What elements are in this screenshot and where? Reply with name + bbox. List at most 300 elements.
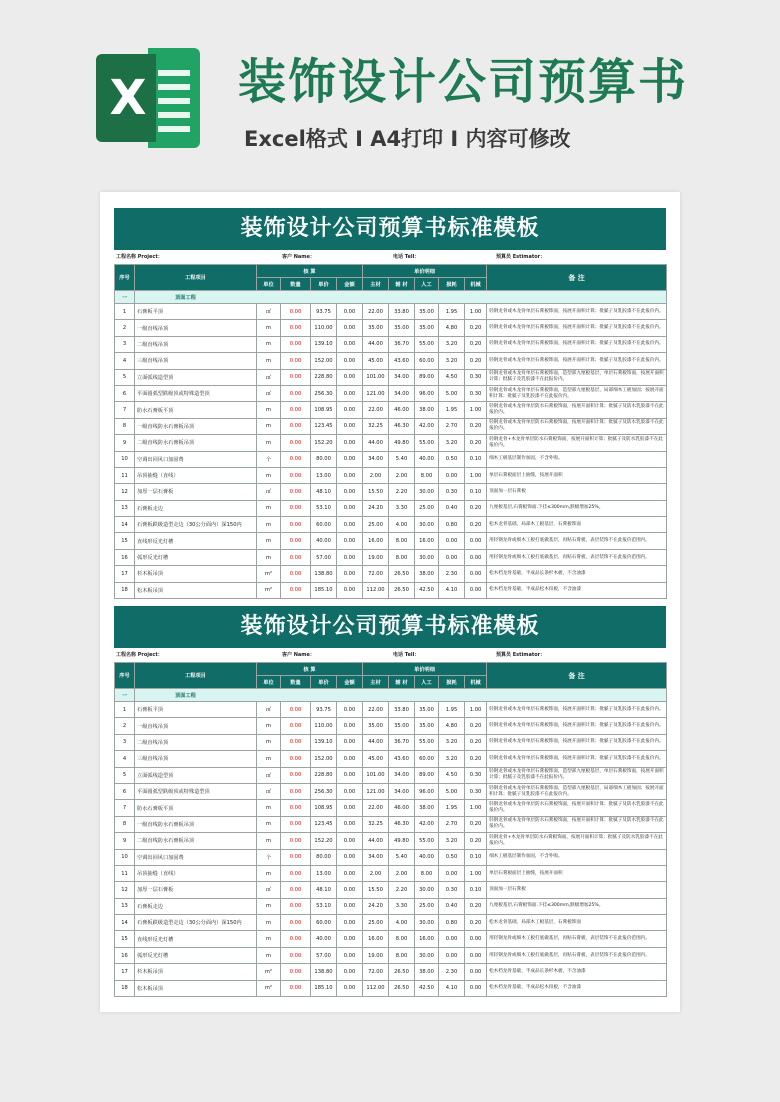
row-main-material: 22.00 (363, 402, 389, 418)
row-unit: m (257, 418, 281, 434)
row-qty: 0.00 (281, 336, 311, 352)
row-note: 顶面加一层石膏板 (487, 484, 667, 500)
header-price-detail: 单价明细 (363, 265, 487, 278)
row-main-material: 35.00 (363, 718, 389, 734)
row-loss: 4.10 (439, 980, 465, 996)
row-machine: 0.20 (465, 718, 487, 734)
section-name: 顶面工程 (135, 291, 667, 304)
row-name: 弧形反光灯槽 (135, 549, 257, 565)
excel-letter: X (109, 70, 147, 126)
table-row (115, 467, 667, 483)
row-loss: 2.30 (439, 566, 465, 582)
table-row (115, 947, 667, 963)
row-no: 12 (115, 484, 135, 500)
row-unit: ㎡ (257, 783, 281, 799)
row-no: 14 (115, 517, 135, 533)
row-no: 6 (115, 783, 135, 799)
row-qty: 0.00 (281, 369, 311, 385)
row-amount: 0.00 (337, 964, 363, 980)
row-qty: 0.00 (281, 915, 311, 931)
row-machine: 1.00 (465, 865, 487, 881)
header-calc: 核 算 (257, 265, 363, 278)
row-main-material: 2.00 (363, 467, 389, 483)
sheet-title: 装饰设计公司预算书标准模板 (114, 208, 666, 250)
row-aux-material: 5.40 (389, 451, 415, 467)
row-unit: m (257, 402, 281, 418)
row-note: 用轻钢龙骨或细木工板打底做基层，再贴石膏板，表层装饰不在此报价范围内。 (487, 947, 667, 963)
client-label: 客户 Name： (282, 652, 315, 658)
row-amount: 0.00 (337, 980, 363, 996)
row-note: 轻钢龙骨+木龙骨单层防水石膏板饰面，按展开面积计算；批腻子及防水乳胶漆不在此报价内。 (487, 435, 667, 451)
row-qty: 0.00 (281, 451, 311, 467)
row-main-material: 101.00 (363, 369, 389, 385)
row-name: 杉木板吊顶 (135, 566, 257, 582)
row-main-material: 25.00 (363, 517, 389, 533)
row-machine: 0.10 (465, 882, 487, 898)
row-loss: 0.40 (439, 500, 465, 516)
row-unit: m² (257, 566, 281, 582)
row-machine: 1.00 (465, 800, 487, 816)
row-no: 9 (115, 435, 135, 451)
table-row (115, 451, 667, 467)
row-labor: 30.00 (415, 517, 439, 533)
row-no: 2 (115, 718, 135, 734)
row-no: 8 (115, 816, 135, 832)
section-row (115, 291, 667, 304)
row-loss: 3.20 (439, 353, 465, 369)
row-loss: 3.20 (439, 435, 465, 451)
row-machine: 1.00 (465, 467, 487, 483)
row-note: 细木工板基层制作加固，不含外购。 (487, 451, 667, 467)
row-machine: 0.00 (465, 964, 487, 980)
budget-table (114, 264, 667, 599)
row-aux-material: 34.00 (389, 783, 415, 799)
row-loss: 5.00 (439, 783, 465, 799)
row-amount: 0.00 (337, 566, 363, 582)
row-aux-material: 35.00 (389, 320, 415, 336)
header-price-detail: 单价明细 (363, 663, 487, 676)
row-qty: 0.00 (281, 320, 311, 336)
row-amount: 0.00 (337, 702, 363, 718)
row-amount: 0.00 (337, 849, 363, 865)
row-qty: 0.00 (281, 718, 311, 734)
header-item: 工程项目 (135, 663, 257, 689)
row-price: 48.10 (311, 484, 337, 500)
row-price: 123.45 (311, 418, 337, 434)
row-labor: 60.00 (415, 353, 439, 369)
row-labor: 40.00 (415, 849, 439, 865)
row-aux-material: 49.80 (389, 833, 415, 849)
table-row (115, 418, 667, 434)
row-name: 吊顶抽缝（直线） (135, 467, 257, 483)
row-note: 单层石膏板面层上抽缝，按展开面积 (487, 467, 667, 483)
row-unit: m (257, 467, 281, 483)
header-main-material: 主材 (363, 676, 389, 689)
row-labor: 55.00 (415, 833, 439, 849)
row-qty: 0.00 (281, 964, 311, 980)
row-note: 轻钢龙骨或木龙骨单层石膏板饰面，按展开面积计算；批腻子及乳胶漆不在此报价内。 (487, 718, 667, 734)
row-main-material: 35.00 (363, 320, 389, 336)
row-aux-material: 34.00 (389, 385, 415, 401)
row-price: 60.00 (311, 915, 337, 931)
row-qty: 0.00 (281, 751, 311, 767)
row-loss: 2.70 (439, 816, 465, 832)
project-label: 工程名称 Project： (116, 652, 163, 658)
row-unit: ㎡ (257, 702, 281, 718)
row-price: 228.80 (311, 369, 337, 385)
table-row (115, 718, 667, 734)
row-qty: 0.00 (281, 702, 311, 718)
header-calc: 核 算 (257, 663, 363, 676)
row-loss: 0.30 (439, 484, 465, 500)
row-loss: 5.00 (439, 385, 465, 401)
row-no: 3 (115, 734, 135, 750)
row-qty: 0.00 (281, 865, 311, 881)
table-row (115, 336, 667, 352)
row-labor: 25.00 (415, 898, 439, 914)
row-note: 轻钢龙骨或木龙骨单层石膏板饰面，按展开面积计算；批腻子及乳胶漆不在此报价内。 (487, 304, 667, 320)
row-no: 13 (115, 500, 135, 516)
row-loss: 0.00 (439, 549, 465, 565)
row-amount: 0.00 (337, 882, 363, 898)
row-qty: 0.00 (281, 882, 311, 898)
row-main-material: 44.00 (363, 336, 389, 352)
row-machine: 0.10 (465, 484, 487, 500)
row-no: 15 (115, 533, 135, 549)
row-no: 13 (115, 898, 135, 914)
table-row (115, 385, 667, 401)
row-unit: m (257, 533, 281, 549)
row-name: 空调出回风口加固费 (135, 451, 257, 467)
header-seq: 序号 (115, 265, 135, 291)
row-no: 1 (115, 304, 135, 320)
row-aux-material: 26.50 (389, 980, 415, 996)
row-labor: 8.00 (415, 467, 439, 483)
row-main-material: 22.00 (363, 702, 389, 718)
row-main-material: 2.00 (363, 865, 389, 881)
row-qty: 0.00 (281, 435, 311, 451)
row-loss: 0.50 (439, 849, 465, 865)
row-amount: 0.00 (337, 451, 363, 467)
estimator-label: 预算员 Estimator： (496, 254, 546, 260)
row-qty: 0.00 (281, 500, 311, 516)
row-main-material: 15.50 (363, 484, 389, 500)
row-unit: m (257, 751, 281, 767)
row-note: 顶面加一层石膏板 (487, 882, 667, 898)
row-no: 7 (115, 402, 135, 418)
row-note: 用轻钢龙骨或细木工板打底做基层，再贴石膏板，表层装饰不在此报价范围内。 (487, 549, 667, 565)
row-price: 152.20 (311, 833, 337, 849)
row-labor: 16.00 (415, 533, 439, 549)
row-amount: 0.00 (337, 718, 363, 734)
row-price: 228.80 (311, 767, 337, 783)
row-qty: 0.00 (281, 467, 311, 483)
row-amount: 0.00 (337, 549, 363, 565)
table-row (115, 549, 667, 565)
row-main-material: 112.00 (363, 582, 389, 598)
table-row (115, 566, 667, 582)
row-labor: 60.00 (415, 751, 439, 767)
header-seq: 序号 (115, 663, 135, 689)
row-aux-material: 46.00 (389, 800, 415, 816)
row-note: 轻钢龙骨或木龙骨单层石膏板饰面，造型部九厘板基层，单层石膏板饰面，按展开面积计算；批腻子及乳胶漆不在此报价内。 (487, 369, 667, 385)
row-name: 直线形反光灯槽 (135, 931, 257, 947)
row-amount: 0.00 (337, 467, 363, 483)
row-note: 轻钢龙骨或木龙骨单层防水石膏板饰面，按展开面积计算；批腻子及防水乳胶漆不在此报价内。 (487, 816, 667, 832)
row-machine: 1.00 (465, 702, 487, 718)
table-row (115, 402, 667, 418)
header-aux-material: 辅 材 (389, 278, 415, 291)
row-machine: 0.20 (465, 418, 487, 434)
table-row (115, 702, 667, 718)
header-remark: 备 注 (487, 663, 667, 689)
row-amount: 0.00 (337, 751, 363, 767)
row-main-material: 24.20 (363, 500, 389, 516)
row-labor: 38.00 (415, 402, 439, 418)
row-loss: 0.00 (439, 931, 465, 947)
table-row (115, 734, 667, 750)
row-loss: 0.80 (439, 517, 465, 533)
row-main-material: 44.00 (363, 734, 389, 750)
header-price: 单价 (311, 676, 337, 689)
row-unit: m (257, 336, 281, 352)
row-main-material: 32.25 (363, 816, 389, 832)
row-main-material: 19.00 (363, 549, 389, 565)
row-note: 轻钢龙骨或木龙骨单层石膏板饰面，按展开面积计算；批腻子及乳胶漆不在此报价内。 (487, 751, 667, 767)
row-price: 80.00 (311, 451, 337, 467)
row-machine: 0.20 (465, 734, 487, 750)
row-main-material: 34.00 (363, 849, 389, 865)
row-note: 松木档龙骨基础，半成品松木扣板，不含油漆 (487, 582, 667, 598)
row-note: 轻钢龙骨或木龙骨单层防水石膏板饰面，按展开面积计算；批腻子及防水乳胶漆不在此报价内。 (487, 402, 667, 418)
row-name: 弧形反光灯槽 (135, 947, 257, 963)
table-row (115, 816, 667, 832)
row-amount: 0.00 (337, 947, 363, 963)
row-unit: m (257, 865, 281, 881)
row-note: 九厘板基层,石膏板饰面.下挂≤300mm,跌级增加25%。 (487, 898, 667, 914)
row-loss: 0.40 (439, 898, 465, 914)
row-note: 轻钢龙骨或木龙骨单层石膏板饰面，造型部九厘板基层，单层石膏板饰面，按展开面积计算；批腻子及乳胶漆不在此报价内。 (487, 767, 667, 783)
row-machine: 0.30 (465, 783, 487, 799)
row-price: 108.95 (311, 402, 337, 418)
row-no: 11 (115, 467, 135, 483)
row-note: 轻钢龙骨或木龙骨单层石膏板饰面，按展开面积计算；批腻子及乳胶漆不在此报价内。 (487, 336, 667, 352)
row-name: 防水石膏板平顶 (135, 402, 257, 418)
row-name: 加厚一层石膏板 (135, 882, 257, 898)
header-amount: 金额 (337, 278, 363, 291)
row-main-material: 22.00 (363, 304, 389, 320)
row-unit: ㎡ (257, 385, 281, 401)
row-unit: m² (257, 980, 281, 996)
row-labor: 96.00 (415, 385, 439, 401)
row-no: 10 (115, 849, 135, 865)
row-unit: m² (257, 964, 281, 980)
row-labor: 38.00 (415, 964, 439, 980)
row-labor: 30.00 (415, 947, 439, 963)
row-amount: 0.00 (337, 734, 363, 750)
row-no: 1 (115, 702, 135, 718)
row-main-material: 44.00 (363, 435, 389, 451)
row-price: 60.00 (311, 517, 337, 533)
row-price: 93.75 (311, 304, 337, 320)
row-price: 152.20 (311, 435, 337, 451)
row-unit: 个 (257, 451, 281, 467)
row-loss: 1.95 (439, 800, 465, 816)
row-price: 93.75 (311, 702, 337, 718)
row-note: 单层石膏板面层上抽缝，按展开面积 (487, 865, 667, 881)
budget-sheet-1 (114, 208, 666, 599)
row-aux-material: 4.00 (389, 915, 415, 931)
row-name: 二级直线防水石膏板吊顶 (135, 435, 257, 451)
row-price: 256.30 (311, 385, 337, 401)
row-price: 48.10 (311, 882, 337, 898)
row-labor: 40.00 (415, 451, 439, 467)
header-qty: 数量 (281, 676, 311, 689)
row-aux-material: 5.40 (389, 849, 415, 865)
tel-label: 电话 Tell： (393, 652, 420, 658)
row-note: 轻钢龙骨或木龙骨单层石膏板饰面，按展开面积计算；批腻子及乳胶漆不在此报价内。 (487, 734, 667, 750)
row-machine: 0.00 (465, 947, 487, 963)
row-name: 立面弧线造型顶 (135, 369, 257, 385)
estimator-label: 预算员 Estimator： (496, 652, 546, 658)
row-no: 14 (115, 915, 135, 931)
table-row (115, 304, 667, 320)
row-price: 256.30 (311, 783, 337, 799)
row-labor: 42.50 (415, 582, 439, 598)
row-labor: 35.00 (415, 304, 439, 320)
row-price: 40.00 (311, 533, 337, 549)
row-note: 轻钢龙骨或木龙骨单层石膏板饰面，造型部九厘板基层，局部细木工板加固；按展开面积计算；批腻子及乳胶漆不在此报价内。 (487, 385, 667, 401)
row-aux-material: 33.80 (389, 304, 415, 320)
row-unit: m (257, 549, 281, 565)
row-note: 松木龙骨基础，局部木工板基层，石膏板饰面 (487, 915, 667, 931)
row-note: 九厘板基层,石膏板饰面.下挂≤300mm,跌级增加25%。 (487, 500, 667, 516)
row-machine: 0.20 (465, 833, 487, 849)
row-machine: 0.00 (465, 931, 487, 947)
row-no: 8 (115, 418, 135, 434)
project-label: 工程名称 Project： (116, 254, 163, 260)
row-note: 轻钢龙骨或木龙骨单层石膏板饰面，按展开面积计算；批腻子及乳胶漆不在此报价内。 (487, 320, 667, 336)
row-loss: 3.20 (439, 734, 465, 750)
row-machine: 0.10 (465, 451, 487, 467)
header-main-material: 主材 (363, 278, 389, 291)
row-qty: 0.00 (281, 517, 311, 533)
row-labor: 89.00 (415, 369, 439, 385)
row-no: 4 (115, 353, 135, 369)
row-unit: m (257, 435, 281, 451)
row-loss: 3.20 (439, 336, 465, 352)
header-qty: 数量 (281, 278, 311, 291)
budget-table (114, 662, 667, 997)
row-name: 平面圆弧型跌级顶或特殊造型顶 (135, 385, 257, 401)
table-row (115, 353, 667, 369)
row-note: 轻钢龙骨或木龙骨单层石膏板饰面，造型部九厘板基层，局部细木工板加固；按展开面积计算；批腻子及乳胶漆不在此报价内。 (487, 783, 667, 799)
budget-sheet-2 (114, 606, 666, 997)
row-name: 立面弧线造型顶 (135, 767, 257, 783)
row-price: 13.00 (311, 865, 337, 881)
row-note: 轻钢龙骨或木龙骨单层防水石膏板饰面，按展开面积计算；批腻子及防水乳胶漆不在此报价内。 (487, 418, 667, 434)
row-aux-material: 26.50 (389, 566, 415, 582)
row-loss: 4.80 (439, 718, 465, 734)
table-row (115, 865, 667, 881)
row-aux-material: 46.00 (389, 402, 415, 418)
row-loss: 0.50 (439, 451, 465, 467)
row-name: 一级直线防水石膏板吊顶 (135, 816, 257, 832)
table-row (115, 783, 667, 799)
row-aux-material: 8.00 (389, 549, 415, 565)
row-machine: 0.20 (465, 435, 487, 451)
row-labor: 55.00 (415, 435, 439, 451)
row-main-material: 25.00 (363, 915, 389, 931)
row-unit: ㎡ (257, 304, 281, 320)
section-seq: 一 (115, 291, 135, 304)
row-labor: 96.00 (415, 783, 439, 799)
header-item: 工程项目 (135, 265, 257, 291)
row-no: 16 (115, 549, 135, 565)
row-note: 轻钢龙骨或木龙骨单层石膏板饰面，按展开面积计算；批腻子及乳胶漆不在此报价内。 (487, 702, 667, 718)
row-price: 57.00 (311, 947, 337, 963)
row-no: 2 (115, 320, 135, 336)
row-loss: 1.95 (439, 304, 465, 320)
row-amount: 0.00 (337, 336, 363, 352)
row-amount: 0.00 (337, 435, 363, 451)
table-row (115, 964, 667, 980)
row-amount: 0.00 (337, 517, 363, 533)
row-main-material: 45.00 (363, 353, 389, 369)
row-price: 139.10 (311, 734, 337, 750)
sheet-title: 装饰设计公司预算书标准模板 (114, 606, 666, 648)
row-loss: 2.70 (439, 418, 465, 434)
row-name: 一级直线吊顶 (135, 718, 257, 734)
table-row (115, 898, 667, 914)
row-machine: 0.00 (465, 549, 487, 565)
row-qty: 0.00 (281, 849, 311, 865)
table-row (115, 915, 667, 931)
row-main-material: 101.00 (363, 767, 389, 783)
row-qty: 0.00 (281, 800, 311, 816)
row-price: 13.00 (311, 467, 337, 483)
row-amount: 0.00 (337, 304, 363, 320)
row-loss: 1.95 (439, 702, 465, 718)
header-price: 单价 (311, 278, 337, 291)
row-name: 二级直线防水石膏板吊顶 (135, 833, 257, 849)
row-labor: 38.00 (415, 800, 439, 816)
table-row (115, 931, 667, 947)
row-no: 16 (115, 947, 135, 963)
row-unit: ㎡ (257, 484, 281, 500)
row-note: 用轻钢龙骨或细木工板打底做基层，再贴石膏板，表层装饰不在此报价范围内。 (487, 931, 667, 947)
row-amount: 0.00 (337, 533, 363, 549)
row-name: 三级直线吊顶 (135, 751, 257, 767)
tel-label: 电话 Tell： (393, 254, 420, 260)
row-name: 加厚一层石膏板 (135, 484, 257, 500)
row-qty: 0.00 (281, 385, 311, 401)
row-machine: 1.00 (465, 402, 487, 418)
row-unit: m (257, 915, 281, 931)
header-amount: 金额 (337, 676, 363, 689)
row-qty: 0.00 (281, 484, 311, 500)
row-machine: 0.20 (465, 816, 487, 832)
row-qty: 0.00 (281, 898, 311, 914)
row-qty: 0.00 (281, 533, 311, 549)
row-price: 40.00 (311, 931, 337, 947)
row-machine: 0.30 (465, 385, 487, 401)
row-aux-material: 36.70 (389, 734, 415, 750)
row-main-material: 72.00 (363, 566, 389, 582)
row-labor: 42.00 (415, 816, 439, 832)
row-loss: 1.95 (439, 402, 465, 418)
page-title: 装饰设计公司预算书 (238, 54, 689, 110)
